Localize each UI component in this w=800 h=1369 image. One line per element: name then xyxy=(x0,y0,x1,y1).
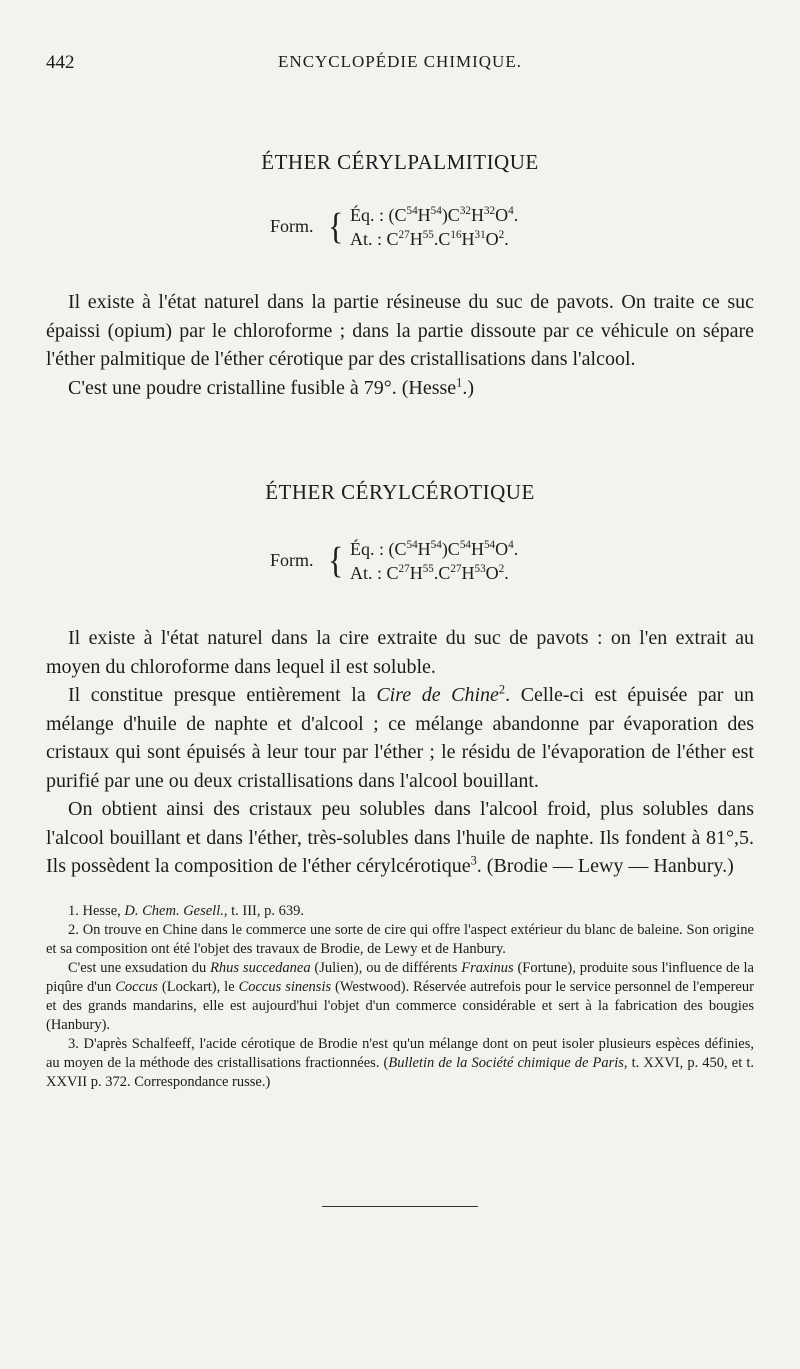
formula-subscript: 31 xyxy=(474,229,486,241)
formula-subscript: 55 xyxy=(422,229,434,241)
formula-symbol: O xyxy=(495,205,509,225)
formula-symbol: O xyxy=(495,539,509,559)
footnote-italic: D. Chem. Gesell. xyxy=(124,903,224,919)
closing-rule xyxy=(322,1206,478,1207)
footnote-2-continued xyxy=(46,959,754,1035)
formula-symbol: H xyxy=(461,229,475,249)
running-title: ENCYCLOPÉDIE CHIMIQUE. xyxy=(278,52,522,71)
footnote-1 xyxy=(46,902,754,921)
formula-symbol: . xyxy=(504,229,509,249)
formula-subscript: 32 xyxy=(459,205,471,217)
formula-subscript: 27 xyxy=(398,563,410,575)
formula-eq-line xyxy=(350,538,518,560)
formula-symbol: . xyxy=(504,563,509,583)
footnote-italic: Bulletin de la Société chimique de Paris xyxy=(388,1055,624,1071)
formula-subscript: 53 xyxy=(474,563,486,575)
formula-subscript: 27 xyxy=(450,563,462,575)
footnote-text: , t. XXVI, p. 450, et t. XXVII p. 372. Correspondance russe.) xyxy=(46,1055,754,1090)
formula-cerylcerotique xyxy=(270,538,570,588)
footnote-ref: 1 xyxy=(456,374,463,389)
formula-subscript: 4 xyxy=(508,539,514,551)
formula-eq-line xyxy=(350,204,518,226)
formula-symbol: C xyxy=(386,229,399,249)
formula-eq xyxy=(389,539,519,559)
paragraph-text: C'est une poudre cristalline fusible à 79°. (Hesse xyxy=(68,376,457,399)
formula-label: Form. xyxy=(270,550,314,570)
brace-icon: { xyxy=(328,539,344,581)
footnote-text: (Westwood). Réservée autrefois pour le service personnel de l'empereur et des grands mandarins, elle est aujourd'hui l'objet d'un commerce considérable et sert à la fabrication des bougies (Hanbury). xyxy=(46,979,755,1033)
footnote-text: (Julien), ou de différents xyxy=(310,960,462,976)
formula-at-line xyxy=(350,228,509,250)
formula-subscript: 4 xyxy=(508,205,514,217)
formula-subscript: 27 xyxy=(398,229,410,241)
footnote-3 xyxy=(46,1035,754,1092)
formula-symbol: )C xyxy=(441,539,460,559)
formula-symbol: H xyxy=(470,205,484,225)
paragraph-text: . Celle-ci est épuisée par un mélange d'huile de naphte et d'alcool ; ce mélange abandonne par évaporation des cristaux qui sont épuisés à leur tour par l'éther ; le résidu de l'évaporation de l'éther est purifié par une ou deux cristallisations dans l'alcool bouillant. xyxy=(46,684,755,792)
paragraph-close: .) xyxy=(462,376,475,399)
footnote-italic: Rhus succedanea xyxy=(210,960,311,976)
formula-at xyxy=(387,229,509,249)
paragraph-text: . (Brodie — Lewy — Hanbury.) xyxy=(476,855,734,877)
formula-subscript: 2 xyxy=(498,563,505,575)
formula-symbol: H xyxy=(461,563,475,583)
formula-subscript: 54 xyxy=(483,539,496,551)
formula-cerylpalmitique xyxy=(270,204,570,254)
paragraph xyxy=(46,374,754,403)
paragraph-text: On obtient ainsi des cristaux peu solubles dans l'alcool froid, plus solubles dans l'alcool bouillant et dans l'éther, très-solubles dans l'huile de naphte. Ils fondent à 81°,5. Ils possèdent la composition de l'éther cérylcérotique xyxy=(46,798,754,877)
paragraph xyxy=(46,681,754,795)
paragraph-text: Il constitue presque entièrement la xyxy=(68,684,377,706)
formula-eq-label: Éq. : xyxy=(350,539,384,559)
footnote-ref: 3 xyxy=(470,853,477,868)
formula-subscript: 54 xyxy=(430,205,442,217)
footnote-text: 3. D'après Schalfeeff, l'acide cérotique de Brodie n'est qu'un mélange dont on peut isoler plusieurs espèces définies, au moyen de la méthode des cristallisations fractionnées. ( xyxy=(46,1036,754,1071)
formula-subscript: 54 xyxy=(406,539,418,551)
formula-eq xyxy=(389,205,519,225)
formula-symbol: H xyxy=(417,539,431,559)
formula-subscript: 32 xyxy=(483,205,496,217)
footnote-italic: Fraxinus xyxy=(461,960,514,976)
formula-symbol: H xyxy=(417,205,431,225)
formula-symbol: (C xyxy=(388,539,407,559)
formula-subscript: 54 xyxy=(430,539,442,551)
formula-symbol: C xyxy=(386,563,399,583)
page-header xyxy=(46,52,754,76)
paragraph xyxy=(46,795,754,881)
formula-subscript: 54 xyxy=(459,539,471,551)
formula-symbol: .C xyxy=(433,563,451,583)
footnote-text: (Lockart), le xyxy=(157,979,239,995)
footnote-text: 1. Hesse, xyxy=(68,903,125,919)
formula-at-label: At. : xyxy=(350,563,383,583)
footnote-ref: 2 xyxy=(498,682,506,697)
formula-at-line xyxy=(350,562,509,584)
formula-symbol: O xyxy=(485,229,499,249)
section-body-cerylpalmitique xyxy=(46,288,754,402)
formula-at-label: At. : xyxy=(350,229,383,249)
paragraph: Il existe à l'état naturel dans la partie résineuse du suc de pavots. On traite ce suc épaissi (opium) par le chloroforme ; dans la partie dissoute par ce véhicule on sépare l'éther palmitique de l'éther cérotique par des cristallisations dans l'alcool. xyxy=(46,291,754,370)
formula-subscript: 54 xyxy=(406,205,418,217)
footnote-text: (Fortune), produite sous l'influence de la piqûre d'un xyxy=(46,960,754,995)
formula-subscript: 55 xyxy=(422,563,434,575)
formula-symbol: H xyxy=(470,539,484,559)
section-title-cerylcerotique: ÉTHER CÉRYLCÉROTIQUE xyxy=(265,480,535,504)
footnote-italic: Coccus xyxy=(115,979,158,995)
formula-symbol: . xyxy=(513,539,519,559)
footnote-2: 2. On trouve en Chine dans le commerce une sorte de cire qui offre l'aspect extérieur du blanc de baleine. Son origine et sa composition ont été l'objet des travaux de Brodie, de Lewy et de Hanbury. xyxy=(46,922,754,957)
footnotes xyxy=(46,902,754,1092)
formula-symbol: . xyxy=(513,205,519,225)
page-number: 442 xyxy=(46,52,75,73)
brace-icon: { xyxy=(328,205,344,247)
formula-subscript: 2 xyxy=(498,229,505,241)
formula-symbol: O xyxy=(485,563,499,583)
formula-subscript: 16 xyxy=(450,229,462,241)
formula-symbol: .C xyxy=(433,229,451,249)
footnote-text: C'est une exsudation du xyxy=(68,960,211,976)
footnote-italic: Coccus sinensis xyxy=(238,979,332,995)
formula-symbol: H xyxy=(409,563,423,583)
footnote-text: , t. III, p. 639. xyxy=(223,903,304,919)
italic-term: Cire de Chine xyxy=(376,684,499,706)
section-title-cerylpalmitique: ÉTHER CÉRYLPALMITIQUE xyxy=(261,150,539,174)
formula-label: Form. xyxy=(270,216,314,236)
paragraph: Il existe à l'état naturel dans la cire extraite du suc de pavots : on l'en extrait au moyen du chloroforme dans lequel il est soluble. xyxy=(46,627,754,678)
formula-symbol: (C xyxy=(388,205,407,225)
section-body-cerylcerotique xyxy=(46,624,754,881)
formula-at xyxy=(387,563,509,583)
formula-symbol: H xyxy=(409,229,423,249)
formula-symbol: )C xyxy=(441,205,460,225)
formula-eq-label: Éq. : xyxy=(350,205,384,225)
